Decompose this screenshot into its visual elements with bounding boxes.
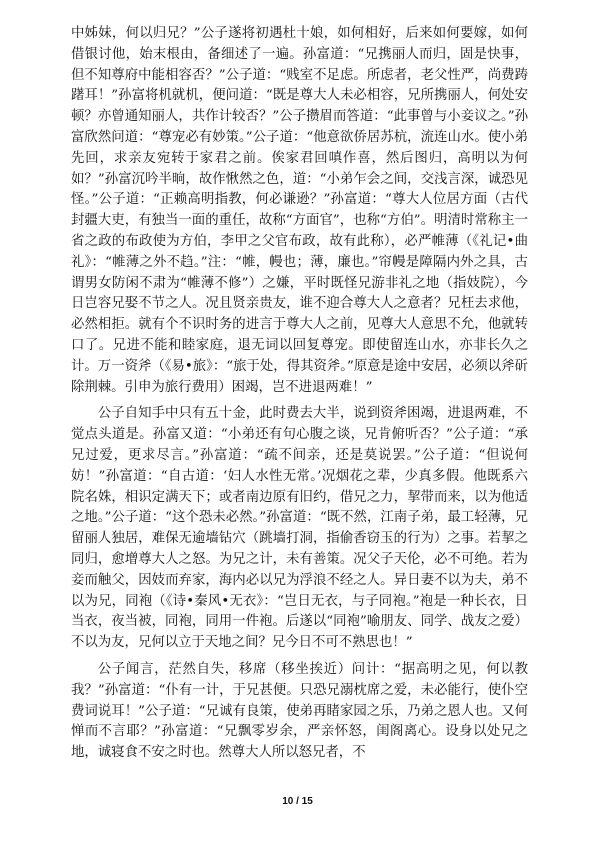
paragraph-1: 中姊妹，何以归兄？”公子遂将初遇杜十娘，如何相好，后来如何要嫁，如何借银讨他，始末根由，备细述了一遍。孙富道：“兄携丽人而归，固是快事，但不知尊府中能相容否？”公子道：“贱室不足虑。所虑者，老父性严，尚费踌躇耳！”孙富将机就机，便问道：“既是尊大人未必相容，兄所携丽人，何处安顿？亦曾通知丽人，共作计较否？”公子攒眉而答道：“此事曾与小妾议之。”孙富欣然问道：“尊宠必有妙策。”公子道：“他意欲侨居苏杭，流连山水。使小弟先回，求亲友宛转于家君之前。俟家君回嗔作喜，然后图归，高明以为何如？”孙富沉吟半晌，故作愀然之色，道：“小弟乍会之间，交浅言深，诚恐见怪。”公子道：“正赖高明指教，何必谦逊？”孙富道：“尊大人位居方面（古代封疆大吏，有独当一面的重任，故称“方面官”，也称“方伯”。明清时常称主一省之政的布政使为方伯，李甲之父官布政，故有此称），必严帷薄（《礼记•曲礼》：“帷薄之外不趋。”注：“帷，幔也；薄，廉也。”帘幔是障隔内外之具，古谓男女防闲不肃为“帷薄不修”）之嫌，平时既怪兄游非礼之地（指妓院），今日岂容兄娶不节之人。况且贤亲贵友，谁不迎合尊大人之意者？兄枉去求他，必然相拒。就有个不识时务的进言于尊大人之前，见尊大人意思不允，他就转口了。兄进不能和睦家庭，退无词以回复尊宠。即使留连山水，亦非长久之计。万一资斧（《易•旅》：“旅于处，得其资斧。”原意是途中安居，必须以斧斫除荆棘。引申为旅行费用）困竭，岂不进退两难！” [71,26,528,395]
page-body [71,24,528,770]
paragraph-3: 公子闻言，茫然自失，移席（移坐挨近）问计：“据高明之见，何以教我？”孙富道：“仆有一计，于兄甚便。只恐兄溺枕席之爱，未必能行，使仆空费词说耳！”公子道：“兄诚有良策，使弟再睹家园之乐，乃弟之恩人也。又何惮而不言耶？”孙富道：“兄飘零岁余，严亲怀怒，闺阁离心。设身以处兄之地，诚寝食不安之时也。然尊大人所以怒兄者，不 [71,661,528,761]
paragraph-2: 公子自知手中只有五十金，此时费去大半，说到资斧困竭，进退两难，不觉点头道是。孙富又道：“小弟还有句心腹之谈，兄肯俯听否？”公子道：“承兄过爱，更求尽言。”孙富道：“疏不间亲，还是莫说罢。”公子道：“但说何妨！”孙富道：“自古道：‘妇人水性无常。’况烟花之辈，少真多假。他既系六院名姝，相识定满天下；或者南边原有旧约，借兄之力，挈带而来，以为他适之地。”公子道：“这个恐未必然。”孙富道：“既不然，江南子弟，最工轻薄，兄留丽人独居，难保无逾墙钻穴（跳墙打洞，指偷香窃玉的行为）之事。若挈之同归，愈增尊大人之怒。为兄之计，未有善策。况父子天伦，必不可绝。若为妾而触父，因妓而弃家，海内必以兄为浮浪不经之人。异日妻不以为夫，弟不以为兄，同袍（《诗•秦风•无衣》：“岂日无衣，与子同袍。”袍是一种长衣，日当衣，夜当被，同袍，同用一件袍。后遂以“同袍”喻朋友、同学、战友之爱）不以为友，兄何以立于天地之间？兄今日不可不熟思也！” [71,406,528,651]
page-number: 10 / 15 [282,796,313,807]
